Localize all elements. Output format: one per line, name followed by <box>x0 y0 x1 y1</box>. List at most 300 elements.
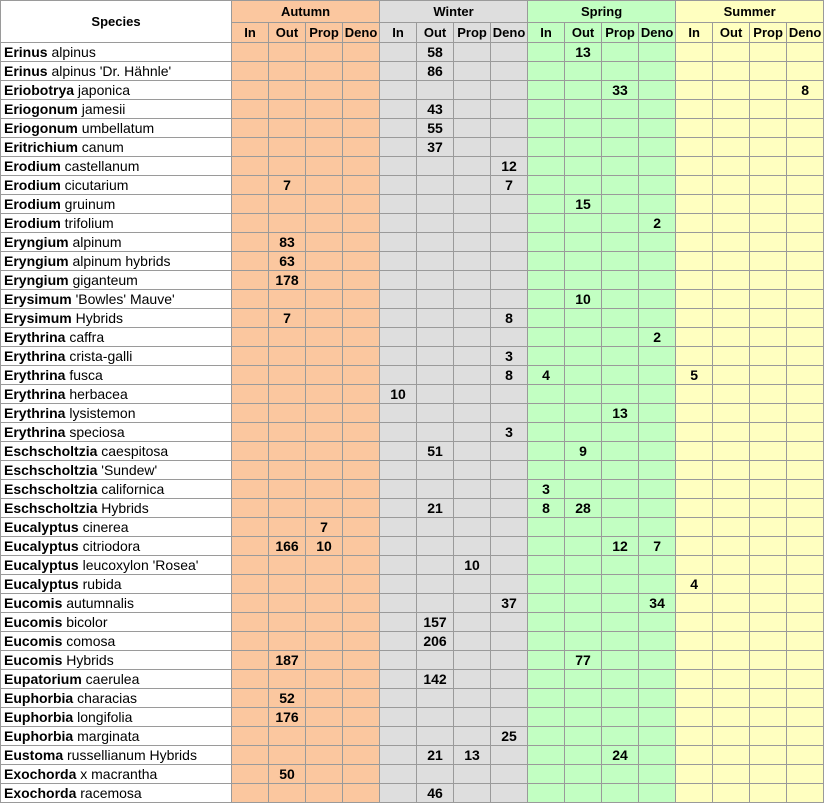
winter-deno-cell <box>491 746 528 765</box>
winter-in-cell <box>380 651 417 670</box>
winter-deno-cell <box>491 252 528 271</box>
winter-in-cell <box>380 233 417 252</box>
winter-out-cell <box>417 271 454 290</box>
summer-deno-cell <box>787 575 824 594</box>
winter-out-cell <box>417 518 454 537</box>
table-row <box>1 195 824 214</box>
winter-deno-cell: 3 <box>491 347 528 366</box>
autumn-deno-cell <box>343 765 380 784</box>
summer-in-cell <box>676 423 713 442</box>
species-name-cell <box>1 480 232 499</box>
genus-name: Erinus <box>4 63 48 79</box>
summer-deno-cell <box>787 537 824 556</box>
table-row <box>1 556 824 575</box>
table-row <box>1 461 824 480</box>
winter-prop-cell <box>454 62 491 81</box>
summer-out-cell <box>713 461 750 480</box>
genus-name: Eucomis <box>4 633 63 649</box>
spring-prop-cell <box>602 632 639 651</box>
spring-prop-cell <box>602 290 639 309</box>
table-row <box>1 670 824 689</box>
summer-in-cell <box>676 252 713 271</box>
autumn-out-cell <box>269 62 306 81</box>
winter-out-cell: 21 <box>417 499 454 518</box>
winter-in-cell <box>380 575 417 594</box>
winter-in-cell <box>380 252 417 271</box>
spring-prop-cell <box>602 594 639 613</box>
summer-prop-cell <box>750 366 787 385</box>
genus-name: Erythrina <box>4 367 66 383</box>
autumn-in-cell <box>232 594 269 613</box>
genus-name: Eryngium <box>4 253 69 269</box>
autumn-prop-cell <box>306 366 343 385</box>
autumn-in-cell <box>232 328 269 347</box>
species-epithet: alpinus 'Dr. Hähnle' <box>47 63 172 79</box>
autumn-out-cell <box>269 195 306 214</box>
autumn-in-cell <box>232 404 269 423</box>
winter-in-cell <box>380 195 417 214</box>
autumn-prop-cell <box>306 309 343 328</box>
winter-prop-cell <box>454 727 491 746</box>
autumn-in-cell <box>232 423 269 442</box>
spring-in-cell <box>528 556 565 575</box>
autumn-out-cell: 83 <box>269 233 306 252</box>
spring-deno-cell <box>639 632 676 651</box>
spring-deno-cell <box>639 119 676 138</box>
spring-in-cell <box>528 347 565 366</box>
species-epithet: jamesii <box>77 101 126 117</box>
species-epithet: Hybrids <box>97 500 149 516</box>
autumn-out-cell <box>269 81 306 100</box>
winter-deno-cell <box>491 537 528 556</box>
summer-in-cell <box>676 81 713 100</box>
spring-deno-cell: 34 <box>639 594 676 613</box>
summer-in-cell <box>676 290 713 309</box>
species-name-cell <box>1 727 232 746</box>
summer-out-cell <box>713 214 750 233</box>
season-header-winter: Winter <box>380 1 528 23</box>
spring-deno-cell <box>639 366 676 385</box>
genus-name: Eschscholtzia <box>4 481 98 497</box>
subcol-header-out: Out <box>565 23 602 43</box>
table-row <box>1 423 824 442</box>
autumn-out-cell <box>269 100 306 119</box>
spring-out-cell <box>565 100 602 119</box>
autumn-in-cell <box>232 784 269 803</box>
winter-in-cell <box>380 746 417 765</box>
autumn-deno-cell <box>343 442 380 461</box>
subcol-header-in: In <box>528 23 565 43</box>
summer-in-cell <box>676 309 713 328</box>
winter-deno-cell <box>491 442 528 461</box>
spring-in-cell <box>528 575 565 594</box>
summer-out-cell <box>713 328 750 347</box>
autumn-out-cell <box>269 670 306 689</box>
spring-deno-cell <box>639 518 676 537</box>
winter-out-cell <box>417 480 454 499</box>
winter-prop-cell <box>454 233 491 252</box>
autumn-out-cell <box>269 290 306 309</box>
summer-out-cell <box>713 765 750 784</box>
table-row <box>1 62 824 81</box>
spring-prop-cell <box>602 366 639 385</box>
summer-out-cell <box>713 138 750 157</box>
summer-prop-cell <box>750 81 787 100</box>
spring-prop-cell <box>602 138 639 157</box>
autumn-prop-cell <box>306 708 343 727</box>
winter-deno-cell <box>491 385 528 404</box>
table-row <box>1 689 824 708</box>
spring-in-cell <box>528 727 565 746</box>
summer-out-cell <box>713 651 750 670</box>
autumn-deno-cell <box>343 328 380 347</box>
spring-out-cell <box>565 252 602 271</box>
genus-name: Euphorbia <box>4 728 74 744</box>
winter-in-cell <box>380 594 417 613</box>
spring-deno-cell: 7 <box>639 537 676 556</box>
summer-out-cell <box>713 347 750 366</box>
summer-deno-cell <box>787 727 824 746</box>
winter-in-cell <box>380 613 417 632</box>
autumn-deno-cell <box>343 423 380 442</box>
subcol-header-deno: Deno <box>787 23 824 43</box>
genus-name: Eriogonum <box>4 101 78 117</box>
table-row <box>1 100 824 119</box>
species-epithet: comosa <box>62 633 116 649</box>
summer-in-cell <box>676 157 713 176</box>
winter-prop-cell <box>454 442 491 461</box>
summer-in-cell <box>676 271 713 290</box>
autumn-prop-cell <box>306 195 343 214</box>
winter-prop-cell <box>454 100 491 119</box>
species-epithet: rubida <box>78 576 122 592</box>
genus-name: Eriobotrya <box>4 82 75 98</box>
spring-prop-cell <box>602 765 639 784</box>
summer-prop-cell <box>750 670 787 689</box>
spring-in-cell <box>528 271 565 290</box>
species-epithet: canum <box>77 139 124 155</box>
summer-out-cell <box>713 480 750 499</box>
species-epithet: trifolium <box>60 215 114 231</box>
summer-prop-cell <box>750 328 787 347</box>
autumn-deno-cell <box>343 119 380 138</box>
species-name-cell <box>1 499 232 518</box>
species-name-cell <box>1 214 232 233</box>
winter-prop-cell <box>454 518 491 537</box>
autumn-deno-cell <box>343 480 380 499</box>
summer-deno-cell <box>787 271 824 290</box>
species-epithet: bicolor <box>62 614 108 630</box>
spring-deno-cell <box>639 62 676 81</box>
species-name-cell <box>1 537 232 556</box>
spring-in-cell <box>528 119 565 138</box>
autumn-out-cell <box>269 575 306 594</box>
winter-in-cell <box>380 765 417 784</box>
table-row <box>1 746 824 765</box>
spring-prop-cell <box>602 727 639 746</box>
winter-prop-cell <box>454 423 491 442</box>
winter-in-cell <box>380 214 417 233</box>
summer-deno-cell <box>787 366 824 385</box>
species-name-cell <box>1 366 232 385</box>
summer-deno-cell <box>787 765 824 784</box>
winter-in-cell <box>380 518 417 537</box>
spring-in-cell <box>528 670 565 689</box>
autumn-deno-cell <box>343 594 380 613</box>
summer-out-cell <box>713 727 750 746</box>
spring-prop-cell <box>602 613 639 632</box>
winter-deno-cell <box>491 100 528 119</box>
species-epithet: caffra <box>65 329 105 345</box>
spring-deno-cell <box>639 613 676 632</box>
autumn-deno-cell <box>343 613 380 632</box>
autumn-prop-cell <box>306 461 343 480</box>
winter-in-cell <box>380 43 417 62</box>
summer-out-cell <box>713 366 750 385</box>
summer-in-cell <box>676 499 713 518</box>
autumn-in-cell <box>232 347 269 366</box>
summer-out-cell <box>713 43 750 62</box>
spring-out-cell <box>565 461 602 480</box>
subcol-header-deno: Deno <box>343 23 380 43</box>
winter-deno-cell <box>491 62 528 81</box>
winter-out-cell <box>417 404 454 423</box>
autumn-prop-cell <box>306 746 343 765</box>
spring-in-cell <box>528 442 565 461</box>
species-name-cell <box>1 138 232 157</box>
winter-deno-cell <box>491 195 528 214</box>
spring-prop-cell: 33 <box>602 81 639 100</box>
species-name-cell <box>1 689 232 708</box>
winter-deno-cell <box>491 271 528 290</box>
autumn-in-cell <box>232 651 269 670</box>
summer-prop-cell <box>750 271 787 290</box>
table-row <box>1 157 824 176</box>
species-epithet: leucoxylon 'Rosea' <box>78 557 199 573</box>
winter-out-cell <box>417 195 454 214</box>
summer-deno-cell <box>787 309 824 328</box>
autumn-prop-cell <box>306 347 343 366</box>
autumn-deno-cell <box>343 708 380 727</box>
spring-out-cell: 13 <box>565 43 602 62</box>
summer-deno-cell <box>787 461 824 480</box>
genus-name: Erodium <box>4 158 61 174</box>
summer-in-cell <box>676 195 713 214</box>
summer-deno-cell <box>787 385 824 404</box>
spring-in-cell <box>528 461 565 480</box>
autumn-deno-cell <box>343 556 380 575</box>
genus-name: Erodium <box>4 196 61 212</box>
subcol-header-prop: Prop <box>602 23 639 43</box>
genus-name: Eschscholtzia <box>4 500 98 516</box>
summer-prop-cell <box>750 404 787 423</box>
autumn-in-cell <box>232 195 269 214</box>
genus-name: Exochorda <box>4 785 77 801</box>
spring-in-cell <box>528 518 565 537</box>
spring-prop-cell <box>602 708 639 727</box>
autumn-in-cell <box>232 518 269 537</box>
summer-prop-cell <box>750 632 787 651</box>
season-header-row <box>1 1 824 23</box>
genus-name: Eucalyptus <box>4 557 79 573</box>
summer-out-cell <box>713 784 750 803</box>
genus-name: Eucalyptus <box>4 576 79 592</box>
table-row <box>1 233 824 252</box>
autumn-prop-cell <box>306 670 343 689</box>
spring-deno-cell <box>639 138 676 157</box>
summer-in-cell <box>676 404 713 423</box>
autumn-deno-cell <box>343 100 380 119</box>
winter-prop-cell <box>454 689 491 708</box>
spring-prop-cell <box>602 442 639 461</box>
spring-prop-cell <box>602 499 639 518</box>
winter-deno-cell <box>491 499 528 518</box>
summer-in-cell <box>676 100 713 119</box>
autumn-prop-cell <box>306 613 343 632</box>
winter-prop-cell <box>454 651 491 670</box>
winter-prop-cell <box>454 252 491 271</box>
autumn-out-cell <box>269 784 306 803</box>
winter-out-cell <box>417 651 454 670</box>
winter-out-cell: 46 <box>417 784 454 803</box>
table-row <box>1 176 824 195</box>
winter-out-cell <box>417 290 454 309</box>
autumn-prop-cell <box>306 556 343 575</box>
species-epithet: caerulea <box>81 671 140 687</box>
autumn-out-cell: 7 <box>269 309 306 328</box>
spring-in-cell <box>528 537 565 556</box>
summer-prop-cell <box>750 309 787 328</box>
subcol-header-deno: Deno <box>491 23 528 43</box>
autumn-deno-cell <box>343 81 380 100</box>
autumn-deno-cell <box>343 195 380 214</box>
autumn-out-cell <box>269 613 306 632</box>
spring-deno-cell <box>639 689 676 708</box>
spring-deno-cell <box>639 499 676 518</box>
species-epithet: alpinum <box>68 234 122 250</box>
winter-in-cell <box>380 689 417 708</box>
summer-deno-cell <box>787 556 824 575</box>
spring-out-cell <box>565 233 602 252</box>
summer-prop-cell <box>750 138 787 157</box>
winter-out-cell: 37 <box>417 138 454 157</box>
season-header-summer: Summer <box>676 1 824 23</box>
spring-out-cell <box>565 708 602 727</box>
winter-in-cell <box>380 138 417 157</box>
winter-prop-cell <box>454 347 491 366</box>
summer-deno-cell <box>787 746 824 765</box>
summer-deno-cell <box>787 157 824 176</box>
winter-in-cell <box>380 366 417 385</box>
autumn-out-cell <box>269 366 306 385</box>
table-row <box>1 290 824 309</box>
species-name-cell <box>1 290 232 309</box>
spring-prop-cell <box>602 651 639 670</box>
spring-in-cell <box>528 176 565 195</box>
table-row <box>1 81 824 100</box>
spring-deno-cell <box>639 404 676 423</box>
autumn-prop-cell <box>306 632 343 651</box>
autumn-out-cell <box>269 214 306 233</box>
spring-prop-cell <box>602 347 639 366</box>
winter-in-cell <box>380 670 417 689</box>
spring-in-cell <box>528 233 565 252</box>
summer-out-cell <box>713 404 750 423</box>
autumn-in-cell <box>232 746 269 765</box>
winter-in-cell <box>380 176 417 195</box>
summer-out-cell <box>713 81 750 100</box>
winter-in-cell <box>380 632 417 651</box>
spring-prop-cell: 12 <box>602 537 639 556</box>
species-epithet: citriodora <box>78 538 141 554</box>
summer-out-cell <box>713 309 750 328</box>
summer-deno-cell <box>787 62 824 81</box>
spring-out-cell <box>565 670 602 689</box>
species-epithet: 'Bowles' Mauve' <box>71 291 175 307</box>
spring-in-cell <box>528 214 565 233</box>
winter-out-cell <box>417 461 454 480</box>
winter-in-cell <box>380 119 417 138</box>
winter-out-cell: 86 <box>417 62 454 81</box>
winter-deno-cell <box>491 689 528 708</box>
spring-deno-cell <box>639 670 676 689</box>
winter-in-cell <box>380 347 417 366</box>
winter-in-cell <box>380 499 417 518</box>
spring-deno-cell <box>639 176 676 195</box>
summer-in-cell <box>676 537 713 556</box>
autumn-deno-cell <box>343 404 380 423</box>
species-epithet: russellianum Hybrids <box>63 747 197 763</box>
winter-deno-cell <box>491 214 528 233</box>
spring-deno-cell <box>639 233 676 252</box>
winter-out-cell <box>417 575 454 594</box>
winter-out-cell <box>417 81 454 100</box>
winter-out-cell <box>417 309 454 328</box>
spring-in-cell <box>528 423 565 442</box>
winter-prop-cell <box>454 176 491 195</box>
spring-deno-cell: 2 <box>639 328 676 347</box>
summer-out-cell <box>713 556 750 575</box>
winter-in-cell <box>380 290 417 309</box>
species-name-cell <box>1 461 232 480</box>
summer-in-cell <box>676 43 713 62</box>
species-name-cell <box>1 271 232 290</box>
season-header-autumn: Autumn <box>232 1 380 23</box>
summer-prop-cell <box>750 784 787 803</box>
species-name-cell <box>1 309 232 328</box>
summer-out-cell <box>713 423 750 442</box>
summer-out-cell <box>713 233 750 252</box>
species-name-cell <box>1 385 232 404</box>
spring-out-cell <box>565 556 602 575</box>
winter-out-cell <box>417 385 454 404</box>
spring-out-cell <box>565 727 602 746</box>
summer-out-cell <box>713 518 750 537</box>
autumn-prop-cell <box>306 62 343 81</box>
spring-out-cell <box>565 62 602 81</box>
summer-prop-cell <box>750 100 787 119</box>
summer-out-cell <box>713 100 750 119</box>
winter-out-cell: 43 <box>417 100 454 119</box>
autumn-out-cell: 52 <box>269 689 306 708</box>
summer-in-cell <box>676 613 713 632</box>
spring-in-cell <box>528 651 565 670</box>
genus-name: Eupatorium <box>4 671 82 687</box>
winter-deno-cell <box>491 613 528 632</box>
spring-deno-cell <box>639 195 676 214</box>
subcol-header-prop: Prop <box>454 23 491 43</box>
summer-out-cell <box>713 537 750 556</box>
